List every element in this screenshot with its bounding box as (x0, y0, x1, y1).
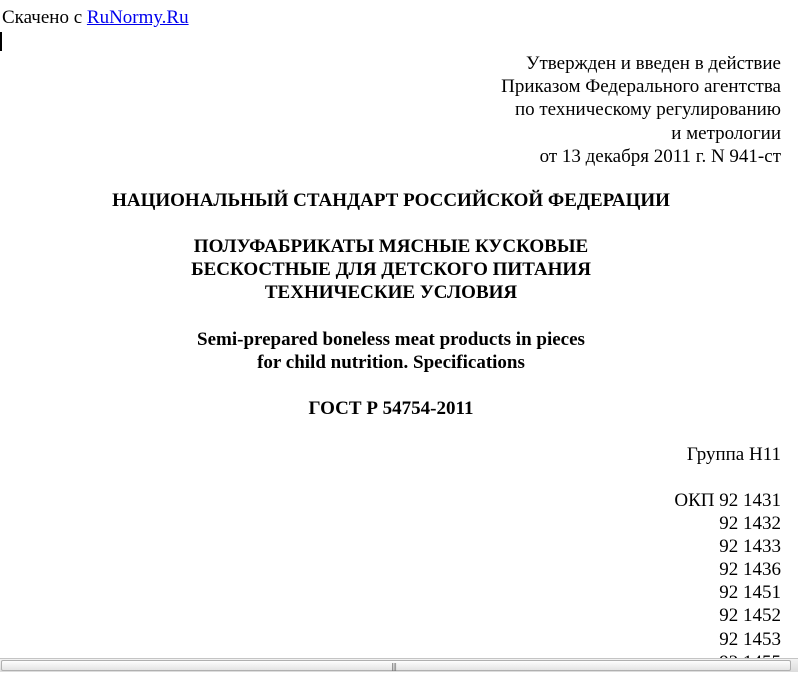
title-russian (0, 235, 782, 305)
okp-code: 92 1452 (719, 605, 781, 627)
okp-code: 92 1432 (719, 513, 781, 535)
title-english-line: Semi-prepared boneless meat products in pieces (197, 329, 585, 350)
okp-code: 92 1436 (719, 559, 781, 581)
group-code: Группа Н11 (686, 444, 781, 465)
approval-line: от 13 декабря 2011 г. N 941-ст (539, 145, 781, 167)
horizontal-scrollbar[interactable] (0, 658, 798, 672)
title-russian-line: ПОЛУФАБРИКАТЫ МЯСНЫЕ КУСКОВЫЕ (193, 236, 589, 257)
approval-line: Приказом Федерального агентства (501, 76, 781, 98)
source-line (2, 7, 189, 29)
runormy-link[interactable]: RuNormy.Ru (86, 7, 189, 28)
gost-number: ГОСТ Р 54754-2011 (308, 398, 474, 419)
title-russian-line: ТЕХНИЧЕСКИЕ УСЛОВИЯ (264, 282, 518, 304)
approval-line: и метрологии (671, 122, 781, 144)
title-russian-line: БЕСКОСТНЫЕ ДЛЯ ДЕТСКОГО ПИТАНИЯ (191, 259, 591, 281)
text-cursor (0, 32, 2, 51)
title-english (0, 328, 782, 374)
okp-code: 92 1453 (719, 628, 781, 650)
okp-code: 92 1433 (719, 536, 781, 558)
approval-block (501, 52, 781, 168)
okp-codes (674, 489, 781, 674)
approval-line: Утвержден и введен в действие (526, 53, 781, 74)
title-english-line: for child nutrition. Specifications (257, 352, 525, 373)
scrollbar-thumb[interactable] (1, 660, 791, 671)
grip-lines-icon: ||| (391, 662, 397, 671)
national-standard-heading: НАЦИОНАЛЬНЫЙ СТАНДАРТ РОССИЙСКОЙ ФЕДЕРАЦИИ (112, 190, 670, 211)
approval-line: по техническому регулированию (514, 99, 781, 121)
okp-code: ОКП 92 1431 (674, 490, 781, 511)
source-prefix: Скачено с (2, 7, 87, 28)
okp-code: 92 1451 (719, 582, 781, 604)
